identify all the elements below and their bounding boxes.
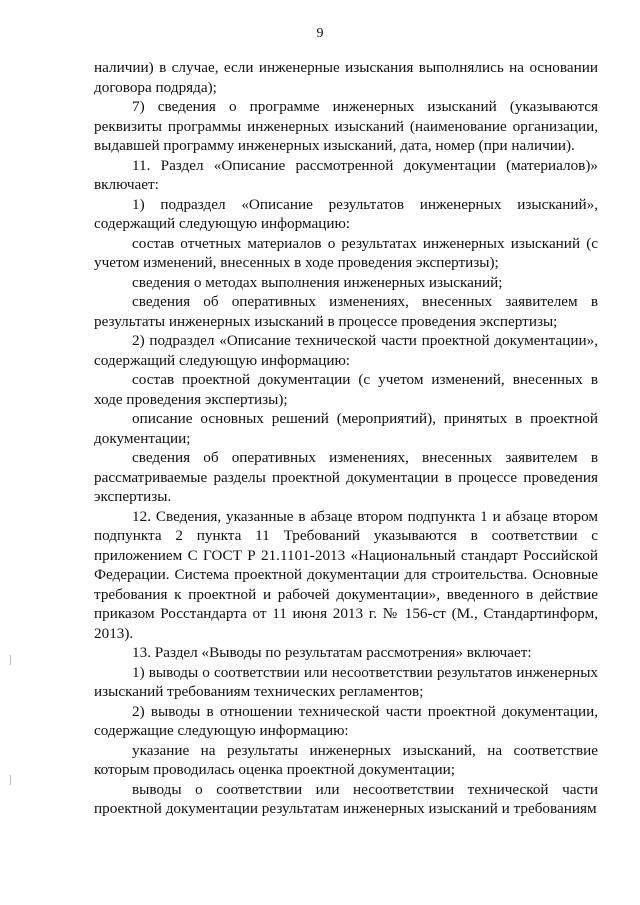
paragraph-compliance-conclusions: выводы о соответствии или несоответствии технической части проектной документации результатам инженерных изысканий и требованиям xyxy=(94,780,598,817)
paragraph-survey-methods: сведения о методах выполнения инженерных изысканий; xyxy=(132,273,503,291)
paragraph-operational-changes-project: сведения об оперативных изменениях, внесенных заявителем в рассматриваемые разделы проектной документации в процессе проведения экспертизы. xyxy=(94,449,598,505)
document-body xyxy=(94,58,598,819)
paragraph-report-materials: состав отчетных материалов о результатах инженерных изысканий (с учетом изменений, внесенных в ходе проведения экспертизы); xyxy=(94,234,598,271)
paragraph-conclusions-technical-part: 2) выводы в отношении технической части проектной документации, содержащие следующую информацию: xyxy=(94,702,598,739)
paragraph-subsection-survey-results: 1) подраздел «Описание результатов инженерных изысканий», содержащий следующую информацию: xyxy=(94,195,598,232)
scan-margin-mark xyxy=(10,655,11,665)
page-number: 9 xyxy=(316,26,324,41)
paragraph-continuation: наличии) в случае, если инженерные изыскания выполнялись на основании договора подряда); xyxy=(94,59,598,96)
paragraph-section-12-gost: 12. Сведения, указанные в абзаце втором подпункта 1 и абзаце втором подпункта 2 пункта 11 Требований указываются в соответствии с приложением С ГОСТ Р 21.1101-2013 «Национальный стандарт Российской Федерации. Система проектной документации для строительства. Основные требования к проектной и рабочей документации», введенного в действие приказом Росстандарта от 11 июня 2013 г. № 156-ст (М., Стандартинформ, 2013). xyxy=(94,507,598,642)
paragraph-section-13-heading: 13. Раздел «Выводы по результатам рассмотрения» включает: xyxy=(132,644,532,661)
paragraph-operational-changes-survey: сведения об оперативных изменениях, внесенных заявителем в результаты инженерных изысканий в процессе проведения экспертизы; xyxy=(94,293,598,330)
paragraph-main-solutions: описание основных решений (мероприятий), принятых в проектной документации; xyxy=(94,410,598,447)
paragraph-conclusions-survey: 1) выводы о соответствии или несоответствии результатов инженерных изысканий требованиям технических регламентов; xyxy=(94,663,598,700)
paragraph-subsection-technical-part: 2) подраздел «Описание технической части проектной документации», содержащий следующую информацию: xyxy=(94,332,598,369)
scan-margin-mark xyxy=(10,775,11,785)
paragraph-section-11-heading: 11. Раздел «Описание рассмотренной документации (материалов)» включает: xyxy=(94,156,598,193)
paragraph-survey-reference: указание на результаты инженерных изысканий, на соответствие которым проводилась оценка проектной документации; xyxy=(94,741,598,778)
paragraph-item-7-program: 7) сведения о программе инженерных изысканий (указываются реквизиты программы инженерных изысканий (наименование организации, выдавшей программу инженерных изысканий, дата, номер (при наличии). xyxy=(94,98,598,154)
paragraph-project-composition: состав проектной документации (с учетом изменений, внесенных в ходе проведения экспертизы); xyxy=(94,371,598,408)
